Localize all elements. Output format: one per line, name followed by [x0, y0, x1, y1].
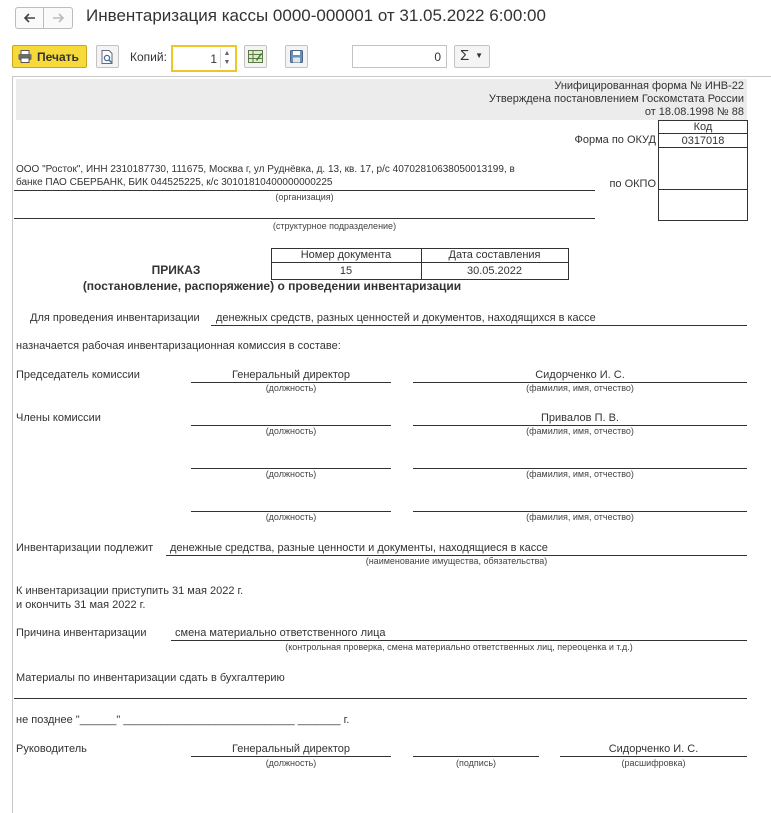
reason-label: Причина инвентаризации — [16, 627, 147, 639]
okud-label: Форма по ОКУД — [574, 134, 656, 146]
members-label: Члены комиссии — [16, 412, 101, 424]
edit-grid-button[interactable] — [244, 45, 267, 68]
fio-caption: (фамилия, имя, отчество) — [526, 512, 634, 522]
edit-grid-icon — [248, 50, 263, 63]
position-caption: (должность) — [265, 426, 317, 436]
toolbar — [0, 44, 771, 72]
fio-caption: (фамилия, имя, отчество) — [526, 469, 634, 479]
organization-line2: банке ПАО СБЕРБАНК, БИК 044525225, к/с 30101810400000000225 — [16, 177, 333, 188]
subject-value: денежные средства, разные ценности и документы, находящиеся в кассе — [170, 542, 548, 554]
head-name: Сидорченко И. С. — [608, 743, 699, 755]
head-position: Генеральный директор — [232, 743, 350, 755]
copies-input[interactable] — [173, 50, 217, 68]
dropdown-caret-icon: ▼ — [475, 51, 483, 60]
doc-number-value: 15 — [339, 265, 353, 277]
copies-label: Копий: — [130, 50, 167, 64]
order-subtitle: (постановление, распоряжение) о проведении инвентаризации — [82, 279, 462, 293]
okpo-label: по ОКПО — [609, 178, 656, 190]
sigma-icon: Σ — [460, 47, 470, 64]
fio-caption: (фамилия, имя, отчество) — [526, 383, 634, 393]
forward-arrow-icon — [52, 13, 64, 23]
print-button-label: Печать — [37, 49, 79, 64]
chairman-position: Генеральный директор — [232, 369, 350, 381]
title-bar — [0, 0, 771, 36]
end-text: и окончить 31 мая 2022 г. — [16, 599, 146, 611]
form-header-line1: Унифицированная форма № ИНВ-22 — [554, 80, 744, 92]
window-title: Инвентаризация кассы 0000-000001 от 31.05.2022 6:00:00 — [86, 6, 546, 25]
position-caption: (должность) — [265, 512, 317, 522]
back-arrow-icon — [24, 13, 36, 23]
order-title: ПРИКАЗ — [151, 263, 201, 277]
position-caption: (должность) — [265, 758, 317, 768]
code-header: Код — [693, 121, 713, 133]
organization-line1: ООО "Росток", ИНН 2310187730, 111675, Москва г, ул Руднёвка, д. 13, кв. 17, р/с 40702810638050013199, в — [16, 164, 515, 175]
deadline-text: не позднее "______" ____________________________ _______ г. — [16, 714, 350, 726]
signature-caption: (подпись) — [455, 758, 497, 768]
preview-icon — [101, 50, 114, 64]
subject-caption: (наименование имущества, обязательства) — [365, 556, 548, 566]
subdivision-caption: (структурное подразделение) — [272, 221, 397, 231]
reason-caption: (контрольная проверка, смена материально ответственных лиц, переоценка и т.д.) — [285, 642, 633, 652]
back-button[interactable] — [15, 7, 44, 29]
doc-date-header: Дата составления — [448, 249, 541, 261]
copies-field[interactable] — [171, 45, 237, 72]
subject-label: Инвентаризации подлежит — [16, 542, 154, 554]
copies-spinner[interactable] — [220, 49, 233, 68]
start-text: К инвентаризации приступить 31 мая 2022 г. — [16, 585, 244, 597]
doc-number-header: Номер документа — [300, 249, 392, 261]
preview-button[interactable] — [96, 45, 119, 68]
forward-button[interactable] — [44, 7, 73, 29]
print-button[interactable] — [12, 45, 87, 68]
save-button[interactable] — [285, 45, 308, 68]
commission-text: назначается рабочая инвентаризационная комиссия в составе: — [16, 340, 341, 352]
member1-name: Привалов П. В. — [541, 412, 619, 424]
purpose-value: денежных средств, разных ценностей и документов, находящихся в кассе — [216, 312, 596, 324]
organization-caption: (организация) — [275, 192, 334, 202]
doc-date-value: 30.05.2022 — [466, 265, 523, 277]
position-caption: (должность) — [265, 383, 317, 393]
form-header-line2: Утверждена постановлением Госкомстата России — [488, 93, 744, 105]
head-label: Руководитель — [16, 743, 87, 755]
decoding-caption: (расшифровка) — [621, 758, 686, 768]
spin-up-icon[interactable]: ▲ — [223, 50, 231, 57]
spin-down-icon[interactable]: ▼ — [223, 59, 231, 66]
sum-button[interactable] — [454, 45, 490, 68]
document-area — [0, 76, 771, 813]
position-caption: (должность) — [265, 469, 317, 479]
chairman-label: Председатель комиссии — [16, 369, 140, 381]
purpose-label: Для проведения инвентаризации — [30, 312, 200, 324]
document-border — [12, 76, 771, 77]
fio-caption: (фамилия, имя, отчество) — [526, 426, 634, 436]
sum-field[interactable]: 0 — [352, 45, 447, 68]
chairman-name: Сидорченко И. С. — [535, 369, 625, 381]
save-icon — [290, 50, 303, 63]
form-header-line3: от 18.08.1998 № 88 — [644, 106, 744, 118]
printer-icon — [18, 50, 32, 63]
materials-text: Материалы по инвентаризации сдать в бухгалтерию — [16, 672, 285, 684]
document-border — [12, 76, 13, 813]
okud-value: 0317018 — [681, 135, 725, 147]
reason-value: смена материально ответственного лица — [175, 627, 386, 639]
